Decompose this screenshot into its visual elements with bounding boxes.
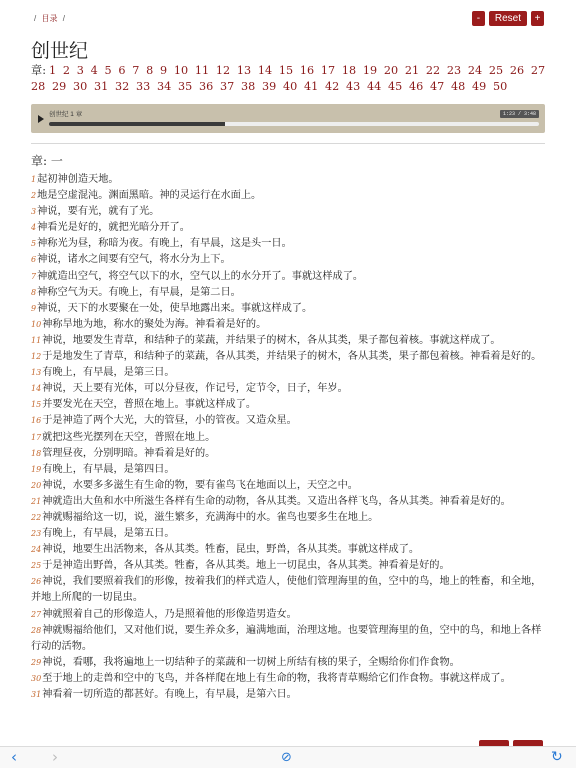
verse-number: 28 — [31, 625, 42, 635]
chapter-link[interactable]: 20 — [383, 64, 399, 77]
chapter-link[interactable]: 42 — [325, 80, 340, 93]
chapter-link[interactable]: 3 — [76, 64, 84, 77]
verse — [31, 623, 543, 655]
verse — [31, 671, 543, 687]
chapter-link[interactable]: 15 — [278, 64, 294, 77]
chapter-link[interactable]: 31 — [94, 80, 109, 93]
verse-text: 神就赐福给这一切，说，滋生繁多，充满海中的水。雀鸟也要多生在地上。 — [42, 511, 379, 523]
chapter-link[interactable]: 16 — [299, 64, 315, 77]
chapter-link[interactable]: 8 — [146, 64, 154, 77]
verse-text: 神说，看哪，我将遍地上一切结种子的菜蔬和一切树上所结有核的果子，全赐给你们作食物。 — [42, 656, 460, 668]
verse — [31, 204, 543, 220]
verse-number: 7 — [31, 271, 37, 281]
verse-number: 5 — [31, 239, 37, 249]
audio-title: 创世纪 1 章 — [49, 111, 83, 118]
verse-number: 17 — [31, 432, 42, 442]
verse-number: 15 — [31, 400, 42, 410]
verse — [31, 413, 543, 429]
verse-text: 神看着一切所造的都甚好。有晚上，有早晨，是第六日。 — [42, 689, 297, 700]
verse-number: 19 — [31, 464, 42, 474]
browser-toolbar — [0, 746, 576, 768]
verse-text: 神就赐福给他们，又对他们说，要生养众多，遍满地面，治理这地。也要管理海里的鱼，空中的鸟，和地上各样行动的活物。 — [31, 624, 542, 652]
chapter-link[interactable]: 43 — [346, 80, 361, 93]
zoom-in-button[interactable]: + — [531, 11, 544, 26]
zoom-reset-button[interactable]: Reset — [489, 11, 527, 26]
verse — [31, 349, 543, 365]
stop-icon[interactable]: ⊘ — [281, 750, 292, 765]
verse — [31, 558, 543, 574]
verse — [31, 462, 543, 478]
verse-number: 13 — [31, 368, 42, 378]
verse-number: 8 — [31, 287, 37, 297]
verse — [31, 655, 543, 671]
verse — [31, 446, 543, 462]
verse — [31, 478, 543, 494]
verse — [31, 430, 543, 446]
chapter-link[interactable]: 13 — [236, 64, 252, 77]
verse-number: 30 — [31, 673, 42, 683]
chapter-link[interactable]: 33 — [136, 80, 151, 93]
verse — [31, 510, 543, 526]
verse-text: 神就照着自己的形像造人，乃是照着他的形像造男造女。 — [42, 608, 297, 620]
verse-number: 6 — [31, 255, 37, 265]
chapter-link[interactable]: 5 — [104, 64, 112, 77]
verse-number: 21 — [31, 496, 42, 506]
play-icon[interactable] — [38, 115, 44, 123]
verse-text: 于是神造了两个大光，大的管昼，小的管夜。又造众星。 — [42, 415, 297, 427]
verse-number: 24 — [31, 545, 42, 555]
chapter-link[interactable]: 39 — [262, 80, 277, 93]
chapter-link[interactable]: 6 — [118, 64, 126, 77]
verse-text: 神称旱地为地，称水的聚处为海。神看着是好的。 — [42, 318, 267, 330]
chapter-link[interactable]: 21 — [404, 64, 420, 77]
verse-text: 管理昼夜，分别明暗。神看着是好的。 — [42, 447, 216, 459]
chapter-link[interactable]: 9 — [159, 64, 168, 77]
verse — [31, 317, 543, 333]
verse — [31, 494, 543, 510]
verse-number: 23 — [31, 529, 42, 539]
zoom-controls — [472, 11, 544, 26]
verse-number: 26 — [31, 577, 42, 587]
chapter-link[interactable]: 45 — [388, 80, 403, 93]
verse-number: 25 — [31, 561, 42, 571]
verse-text: 神说，地要生出活物来，各从其类。牲畜，昆虫，野兽，各从其类。事就这样成了。 — [42, 544, 420, 556]
verse-text: 于是地发生了青草，和结种子的菜蔬，各从其类，并结果子的树木，各从其类，果子都包着核。神看着是好的。 — [42, 351, 542, 363]
chapter-nav-label: 章: — [31, 64, 46, 77]
breadcrumb-link-toc[interactable]: 目录 — [41, 14, 58, 23]
verse-text: 至于地上的走兽和空中的飞鸟，并各样爬在地上有生命的物，我将青草赐给它们作食物。事就这样成了。 — [42, 672, 511, 684]
chapter-link[interactable]: 1 — [48, 64, 57, 77]
verse-text: 地是空虚混沌。渊面黑暗。神的灵运行在水面上。 — [37, 190, 262, 202]
chapter-link[interactable]: 26 — [509, 64, 525, 77]
verse-text: 并要发光在天空，普照在地上。事就这样成了。 — [42, 399, 257, 411]
chapter-link[interactable]: 49 — [472, 80, 487, 93]
verse-number: 12 — [31, 352, 42, 362]
verse-text: 起初神创造天地。 — [37, 174, 119, 185]
verse — [31, 381, 543, 397]
verse — [31, 365, 543, 381]
verse-text: 神就造出大鱼和水中所滋生各样有生命的动物，各从其类。又造出各样飞鸟，各从其类。神看着是好的。 — [42, 495, 511, 507]
verse — [31, 269, 543, 285]
chapter-link[interactable]: 41 — [304, 80, 319, 93]
verse-text: 就把这些光摆列在天空，普照在地上。 — [42, 431, 216, 443]
verse-text: 神称光为昼，称暗为夜。有晚上，有早晨，这是头一日。 — [37, 238, 292, 250]
chapter-link[interactable]: 25 — [488, 64, 504, 77]
verse-number: 14 — [31, 384, 42, 394]
verse-text: 神说，诸水之间要有空气，将水分为上下。 — [37, 254, 231, 266]
chapter-link[interactable]: 50 — [493, 80, 508, 93]
verse — [31, 607, 543, 623]
verse-number: 1 — [31, 175, 37, 184]
breadcrumb-separator: / — [34, 14, 37, 23]
verse-text: 于是神造出野兽，各从其类。牲畜，各从其类。地上一切昆虫，各从其类。神看着是好的。 — [42, 560, 450, 572]
chapter-link[interactable]: 17 — [320, 64, 336, 77]
chapter-link[interactable]: 37 — [220, 80, 235, 93]
verse-text: 神说，天下的水要聚在一处，使旱地露出来。事就这样成了。 — [37, 302, 313, 314]
verse-number: 18 — [31, 448, 42, 458]
verse-text: 神说，水要多多滋生有生命的物，要有雀鸟飞在地面以上，天空之中。 — [42, 479, 358, 491]
verse-text: 神称空气为天。有晚上，有早晨，是第二日。 — [37, 286, 241, 298]
chapter-link[interactable]: 7 — [132, 64, 140, 77]
breadcrumb-separator: / — [62, 14, 65, 23]
chapter-link[interactable]: 35 — [178, 80, 193, 93]
chapter-link[interactable]: 47 — [430, 80, 445, 93]
breadcrumb — [31, 13, 68, 24]
verse — [31, 252, 543, 268]
verse — [31, 172, 543, 188]
chapter-link[interactable]: 18 — [341, 64, 357, 77]
chapter-link[interactable]: 22 — [425, 64, 441, 77]
chapter-link[interactable]: 29 — [52, 80, 67, 93]
verse-number: 31 — [31, 690, 42, 699]
verse-text: 神说，天上要有光体，可以分昼夜，作记号，定节令，日子，年岁。 — [42, 383, 348, 395]
page-title: 创世纪 — [31, 40, 89, 62]
chapter-link[interactable]: 23 — [446, 64, 462, 77]
chapter-link[interactable]: 34 — [157, 80, 172, 93]
divider — [31, 143, 545, 144]
verse-text: 神说，地要发生青草，和结种子的菜蔬，并结果子的树木，各从其类，果子都包着核。事就这样成了。 — [42, 334, 501, 346]
verse-number: 20 — [31, 480, 42, 490]
chapter-link[interactable]: 40 — [283, 80, 298, 93]
top-bar — [0, 0, 576, 30]
chapter-link[interactable]: 46 — [409, 80, 424, 93]
verse-text: 有晚上，有早晨，是第五日。 — [42, 528, 175, 540]
verse-number: 11 — [31, 335, 42, 345]
reload-icon[interactable]: ↻ — [551, 749, 563, 765]
verse-number: 10 — [31, 319, 42, 329]
verse-number: 2 — [31, 191, 37, 201]
verse — [31, 285, 543, 301]
verse — [31, 542, 543, 558]
chapter-link[interactable]: 2 — [62, 64, 70, 77]
chapter-link[interactable]: 36 — [199, 80, 214, 93]
chapter-link[interactable]: 14 — [257, 64, 273, 77]
verse-number: 3 — [31, 207, 37, 217]
verse-number: 4 — [31, 223, 37, 233]
verse — [31, 236, 543, 252]
verse — [31, 526, 543, 542]
verse-text: 有晚上，有早晨，是第四日。 — [42, 463, 175, 475]
audio-progress-bar[interactable] — [49, 122, 539, 126]
chapter-link[interactable]: 11 — [194, 64, 210, 77]
chapter-link[interactable]: 30 — [73, 80, 88, 93]
zoom-out-button[interactable]: - — [472, 11, 485, 26]
verse-text: 神看光是好的，就把光暗分开了。 — [37, 222, 190, 234]
verse-text: 神说，要有光，就有了光。 — [37, 206, 160, 218]
audio-time: 1:23 / 3:48 — [500, 110, 539, 118]
verse-number: 29 — [31, 657, 42, 667]
audio-player — [31, 104, 545, 133]
verse-list — [31, 172, 543, 703]
chapter-link[interactable]: 27 — [530, 64, 546, 77]
chapter-heading: 章: 一 — [31, 154, 63, 168]
chapter-link[interactable]: 19 — [362, 64, 378, 77]
chapter-nav — [31, 63, 551, 95]
verse — [31, 301, 543, 317]
verse — [31, 333, 543, 349]
verse-text: 有晚上，有早晨，是第三日。 — [42, 367, 175, 379]
verse — [31, 220, 543, 236]
verse-text: 神就造出空气，将空气以下的水，空气以上的水分开了。事就这样成了。 — [37, 270, 364, 282]
chevron-left-icon[interactable]: ‹ — [11, 748, 17, 766]
verse-number: 27 — [31, 609, 42, 619]
chapter-link[interactable]: 28 — [31, 80, 46, 93]
chapter-link[interactable]: 12 — [215, 64, 231, 77]
audio-progress-fill — [49, 122, 225, 126]
verse — [31, 574, 543, 606]
chapter-link[interactable]: 10 — [173, 64, 189, 77]
verse-text: 神说，我们要照着我们的形像，按着我们的样式造人，使他们管理海里的鱼，空中的鸟，地上的牲畜，和全地，并地上所爬的一切昆虫。 — [31, 576, 542, 604]
verse-number: 16 — [31, 416, 42, 426]
chapter-link[interactable]: 38 — [241, 80, 256, 93]
chapter-link[interactable]: 32 — [115, 80, 130, 93]
verse — [31, 687, 543, 703]
verse — [31, 397, 543, 413]
chapter-link[interactable]: 4 — [90, 64, 98, 77]
chevron-right-icon[interactable]: › — [52, 748, 58, 766]
chapter-link[interactable]: 44 — [367, 80, 382, 93]
verse-number: 22 — [31, 512, 42, 522]
verse — [31, 188, 543, 204]
chapter-link[interactable]: 24 — [467, 64, 483, 77]
chapter-link[interactable]: 48 — [451, 80, 466, 93]
verse-number: 9 — [31, 303, 37, 313]
